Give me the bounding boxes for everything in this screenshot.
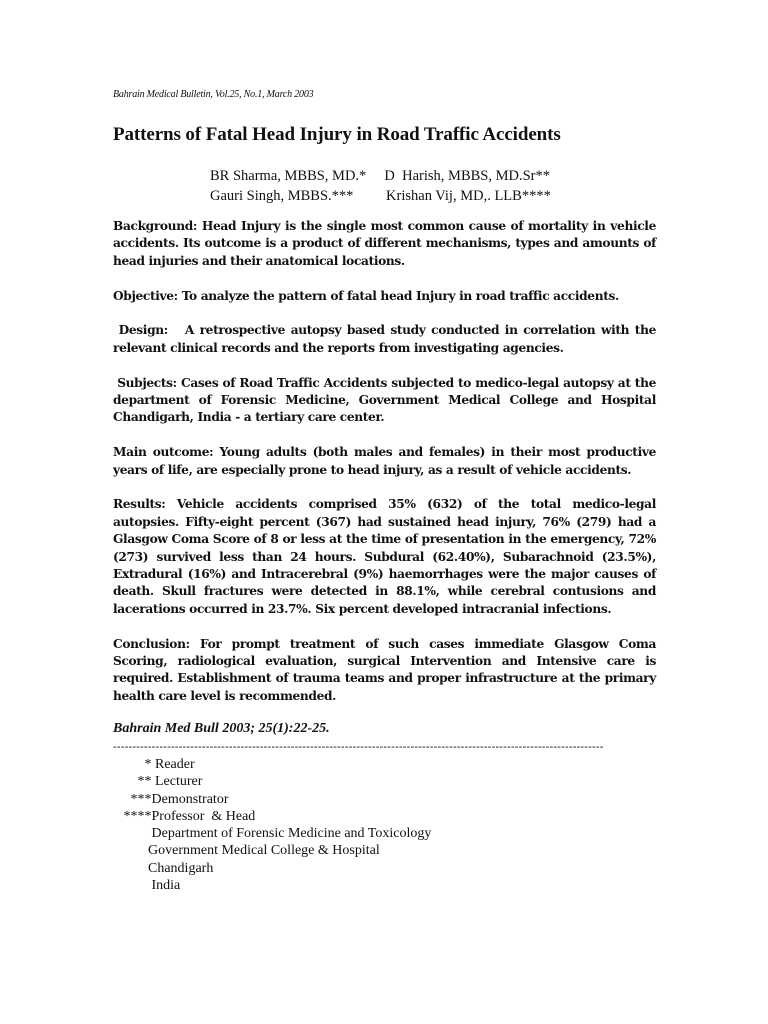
citation: Bahrain Med Bull 2003; 25(1):22-25. <box>113 721 330 736</box>
abstract-design: Design: A retrospective autopsy based study conducted in correlation with the relevant clinical records and the reports from investigating agencies. <box>113 323 660 355</box>
footnote-demonstrator: ***Demonstrator <box>113 791 229 807</box>
affiliation-institution: Government Medical College & Hospital <box>113 843 380 859</box>
abstract-results: Results: Vehicle accidents comprised 35% (632) of the total medico-legal autopsies. Fifty-eight percent (367) had sustained head injury, 76% (279) had a Glasgow Coma Score of 8 or less at the time of presentation in the emergency, 72% (273) survived less than 24 hours. Subdural (62.40%), Subarachnoid (23.5%), Extradural (16%) and Intracerebral (9%) haemorrhages were the major causes of death. Skull fractures were detected in 88.1%, while cerebral contusions and lacerations occurred in 23.7%. Six percent developed intracranial infections. <box>113 497 656 616</box>
affiliation-country: India <box>113 878 181 894</box>
divider-line: ------------------------------------------------------------------------------------------------------------------------------- <box>113 741 604 753</box>
footnote-reader: * Reader <box>113 757 195 772</box>
author-list <box>210 166 551 206</box>
abstract-objective: Objective: To analyze the pattern of fatal head Injury in road traffic accidents. <box>113 288 619 303</box>
footnote-professor: ****Professor & Head <box>113 808 256 824</box>
author-line-1: BR Sharma, MBBS, MD.* D Harish, MBBS, MD.Sr** <box>210 168 550 184</box>
footnote-lecturer: ** Lecturer <box>113 774 203 790</box>
abstract-main-outcome: Main outcome: Young adults (both males and females) in their most productive years of life, are especially prone to head injury, as a result of vehicle accidents. <box>113 445 656 477</box>
abstract-background: Background: Head Injury is the single most common cause of mortality in vehicle accidents. Its outcome is a product of different mechanisms, types and amounts of head injuries and their anatomical locations. <box>113 219 656 268</box>
author-line-2: Gauri Singh, MBBS.*** Krishan Vij, MD,. LLB**** <box>210 188 551 204</box>
abstract-subjects: Subjects: Cases of Road Traffic Accidents subjected to medico-legal autopsy at the department of Forensic Medicine, Government Medical College and Hospital Chandigarh, India - a tertiary care center. <box>113 375 660 425</box>
abstract <box>113 218 660 705</box>
affiliation-city: Chandigarh <box>113 860 214 876</box>
article-title: Patterns of Fatal Head Injury in Road Traffic Accidents <box>113 124 561 145</box>
abstract-conclusion: Conclusion: For prompt treatment of such cases immediate Glasgow Coma Scoring, radiological evaluation, surgical Intervention and Intensive care is required. Establishment of trauma teams and proper infrastructure at the primary health care level is recommended. <box>113 636 656 703</box>
affiliation-department: Department of Forensic Medicine and Toxicology <box>113 826 432 842</box>
author-footnotes <box>113 756 431 894</box>
journal-header: Bahrain Medical Bulletin, Vol.25, No.1, March 2003 <box>113 89 314 100</box>
